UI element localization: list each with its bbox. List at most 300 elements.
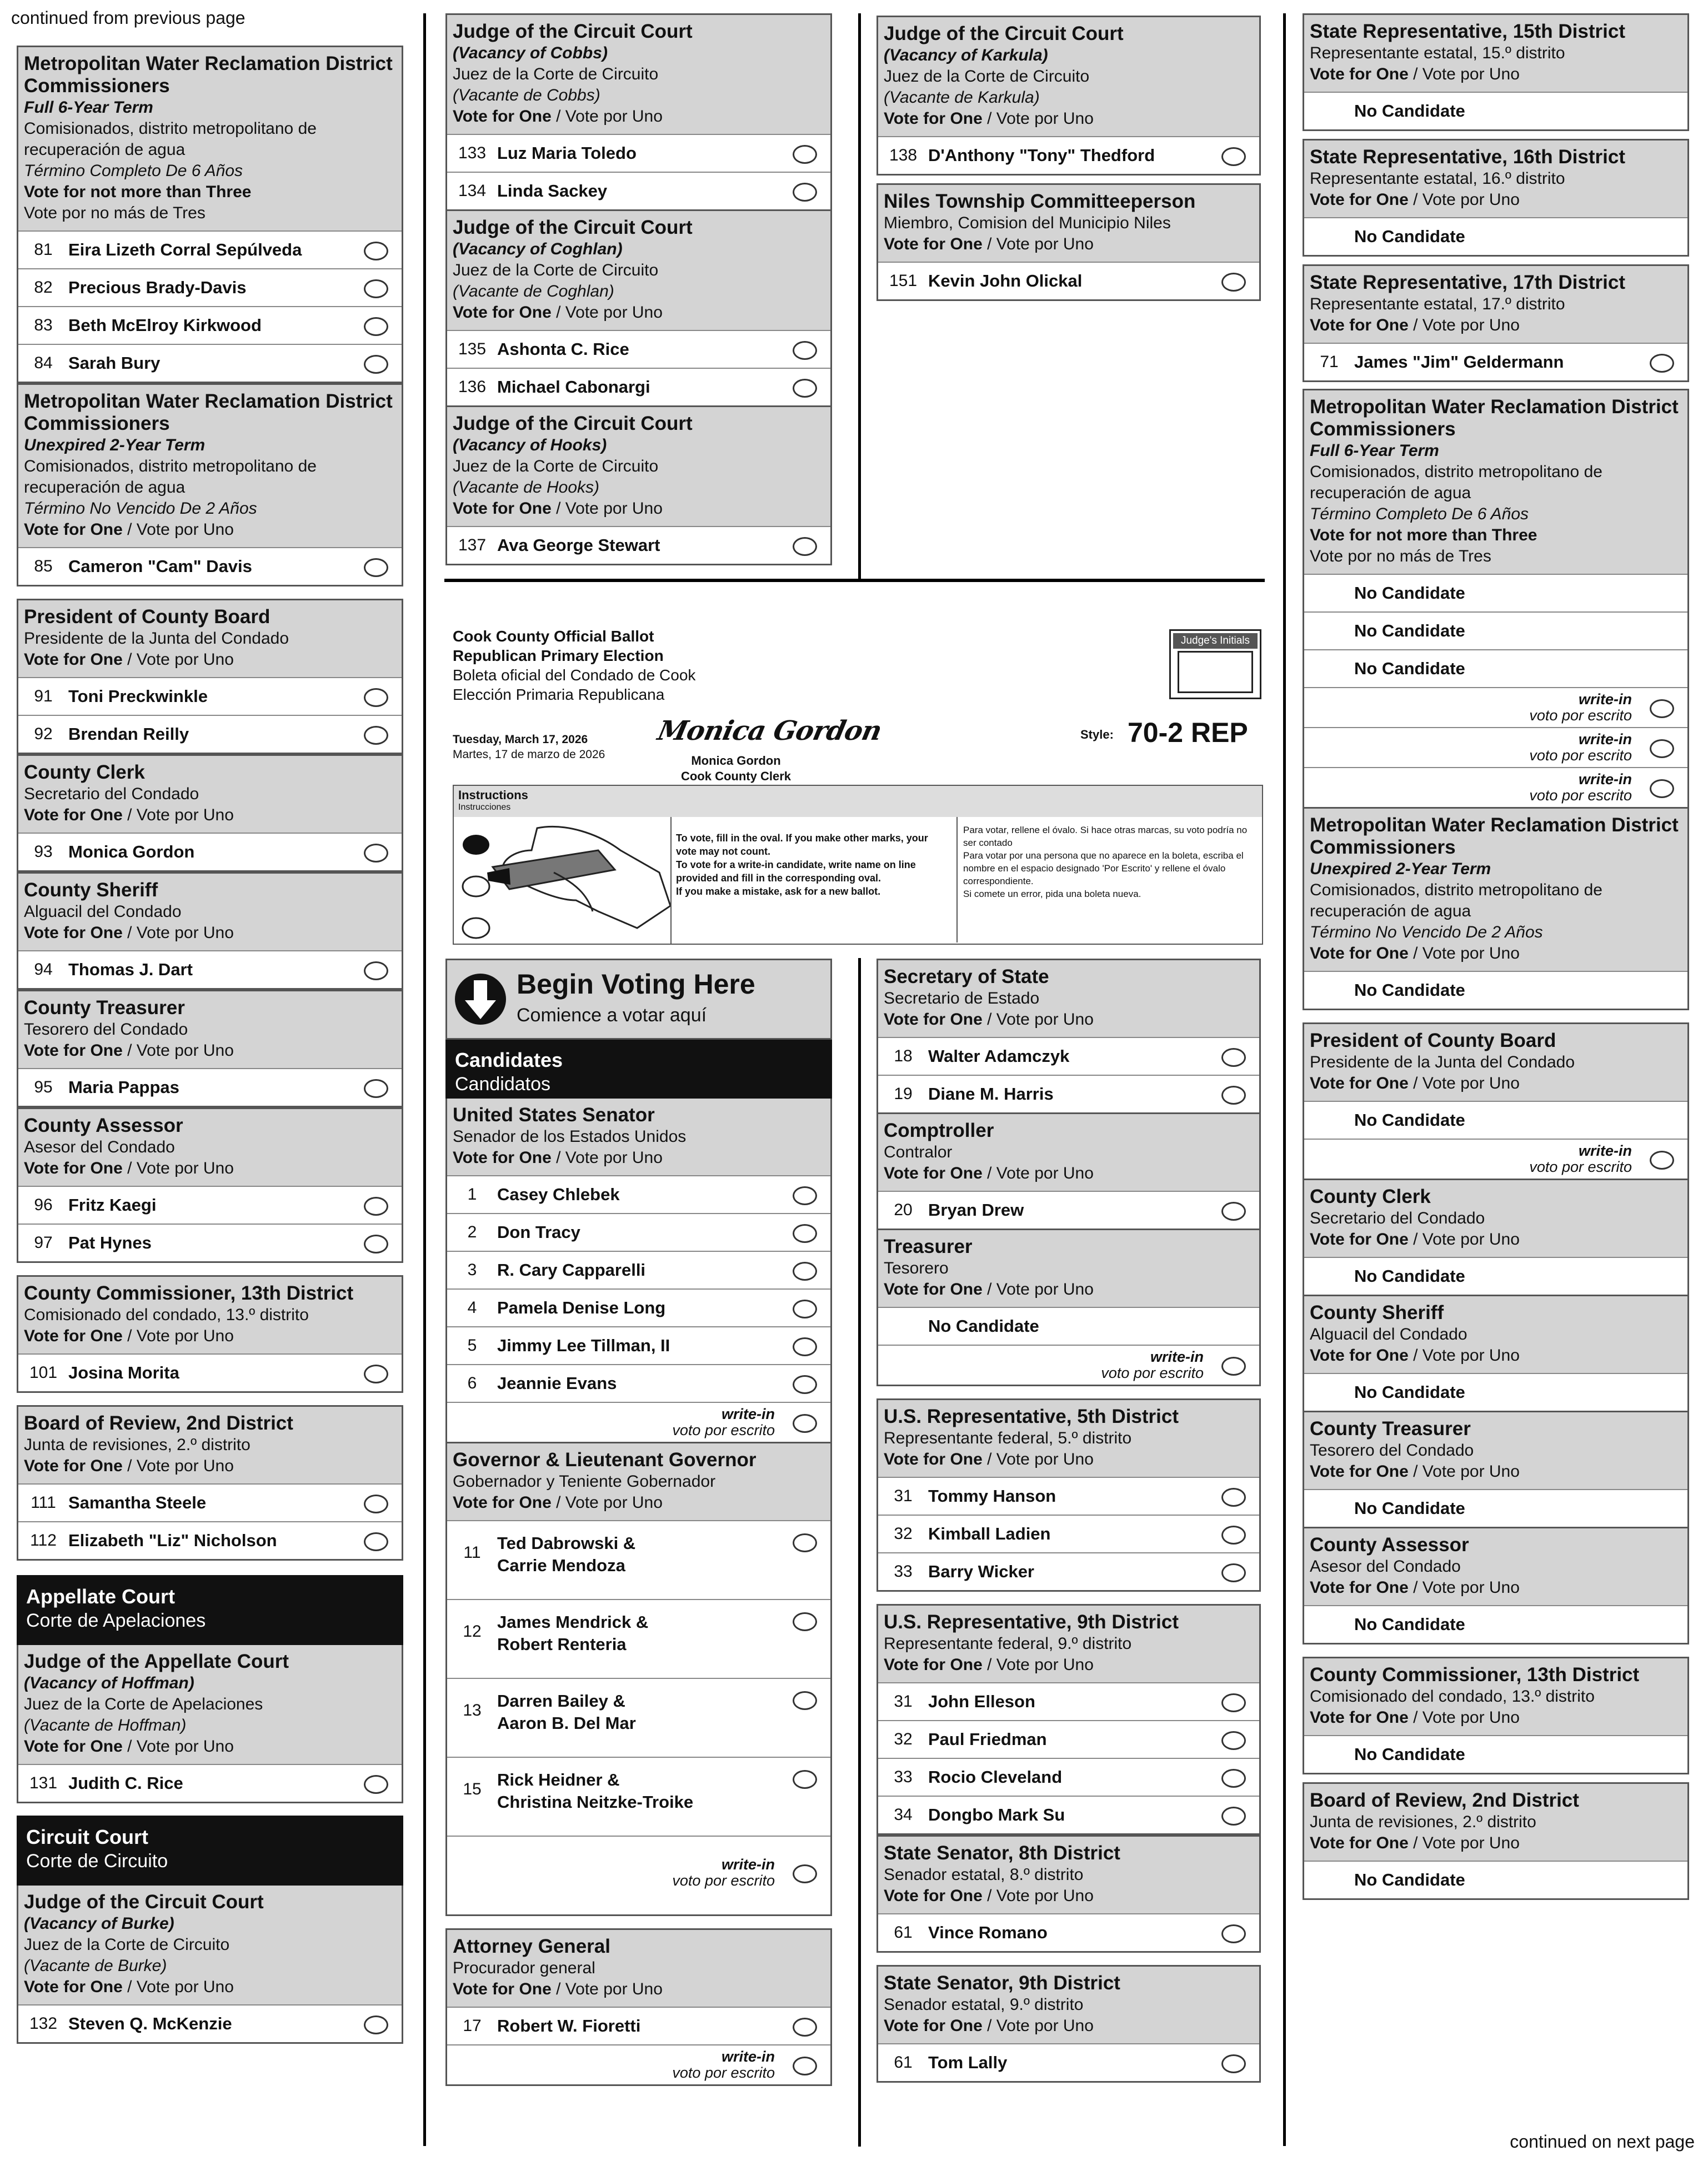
candidate-row[interactable]	[878, 2043, 1259, 2081]
race-title: Board of Review, 2nd District	[1310, 1789, 1579, 1811]
candidate-name: D'Anthony "Tony" Thedford	[928, 146, 1155, 165]
vote-oval[interactable]	[1650, 779, 1674, 798]
candidate-row[interactable]	[447, 1364, 830, 1402]
candidate-row[interactable]	[18, 677, 402, 715]
race-header	[447, 1930, 830, 2007]
write-in-row[interactable]	[1304, 687, 1687, 727]
ballot-header	[453, 626, 1264, 943]
vote-oval[interactable]	[793, 1691, 817, 1710]
race-subtitle: Representante federal, 5.º distrito	[884, 1429, 1132, 1447]
vote-oval[interactable]	[1221, 1048, 1246, 1067]
no-candidate-label: No Candidate	[1354, 1498, 1465, 1518]
vote-instruction: Vote for One / Vote por Uno	[1310, 1346, 1520, 1365]
race-title: County Commissioner, 13th District	[24, 1282, 354, 1304]
no-candidate-row	[1304, 1101, 1687, 1139]
vote-oval[interactable]	[793, 341, 817, 360]
race-subtitle: Senador estatal, 9.º distrito	[884, 1995, 1084, 2014]
race-header	[447, 15, 830, 134]
divider-right	[1283, 13, 1286, 2146]
race-title: President of County Board	[1310, 1030, 1556, 1051]
vote-oval[interactable]	[364, 242, 388, 260]
race-subtitle: Juez de la Corte de Circuito	[453, 65, 659, 83]
instructions-spanish: Para votar, rellene el óvalo. Si hace otras marcas, su voto podría no ser contado Para votar por una persona que no aparece en la boleta, escriba el nombre en el espacio designado 'Por Escrito' y rellene el óvalo correspondiente. Si comete un error, pida una boleta nueva.	[956, 817, 1256, 942]
candidate-name: Pamela Denise Long	[497, 1298, 666, 1317]
vote-instruction: Vote for One / Vote por Uno	[24, 924, 234, 942]
vote-oval[interactable]	[364, 2015, 388, 2034]
race-title: United States Senator	[453, 1104, 655, 1126]
race-circuit-judge-cobbs	[445, 13, 832, 211]
vote-oval[interactable]	[364, 961, 388, 980]
candidate-row[interactable]	[447, 1288, 830, 1326]
race-subtitle: Representante estatal, 17.º distrito	[1310, 295, 1565, 313]
no-candidate-label: No Candidate	[1354, 1615, 1465, 1634]
race-header	[878, 1114, 1259, 1191]
race-subtitle: Alguacil del Condado	[24, 902, 182, 921]
candidate-name: Precious Brady-Davis	[68, 278, 247, 297]
race-title: Metropolitan Water Reclamation District Commissioners	[1310, 814, 1679, 858]
vote-oval[interactable]	[793, 1612, 817, 1631]
candidate-row[interactable]	[447, 1175, 830, 1213]
candidate-name: Ted Dabrowski & Carrie Mendoza	[497, 1533, 636, 1575]
vote-oval[interactable]	[1221, 1769, 1246, 1788]
race-title: Comptroller	[884, 1120, 994, 1141]
race-header	[18, 1645, 402, 1764]
vote-oval[interactable]	[1221, 1488, 1246, 1507]
vote-instruction: Vote for One / Vote por Uno	[1310, 1578, 1520, 1597]
vote-oval[interactable]	[793, 1864, 817, 1883]
candidate-row[interactable]	[18, 547, 402, 585]
candidate-row[interactable]	[18, 1483, 402, 1521]
vote-oval[interactable]	[793, 1262, 817, 1281]
race-header	[447, 211, 830, 330]
race-vacancy: (Vacancy of Cobbs)	[453, 44, 608, 62]
race-header	[878, 1967, 1259, 2043]
candidate-name: Eira Lizeth Corral Sepúlveda	[68, 240, 302, 259]
race-subtitle: Comisionados, distrito metropolitano de recuperación de agua	[24, 457, 317, 497]
race-circuit-judge-karkula	[876, 16, 1261, 176]
candidate-row[interactable]	[18, 268, 402, 306]
race-header	[1304, 1528, 1687, 1605]
candidate-row[interactable]	[447, 526, 830, 564]
candidate-name: James Mendrick & Robert Renteria	[497, 1612, 649, 1654]
race-header	[447, 1443, 830, 1520]
no-candidate-label: No Candidate	[1354, 621, 1465, 640]
judges-initials-box[interactable]	[1169, 629, 1261, 699]
write-in-label: write-in voto por escrito	[1529, 771, 1632, 804]
race-title: Judge of the Circuit Court	[453, 413, 693, 434]
candidate-name: Pat Hynes	[68, 1233, 152, 1252]
race-subtitle: Junta de revisiones, 2.º distrito	[1310, 1813, 1536, 1831]
vote-oval[interactable]	[793, 1300, 817, 1318]
write-in-row[interactable]	[447, 1402, 830, 1442]
race-header	[1304, 1180, 1687, 1257]
race-vacancy: (Vacancy of Karkula)	[884, 46, 1048, 64]
style-label: Style:	[1080, 728, 1114, 741]
vote-oval[interactable]	[1221, 1924, 1246, 1943]
race-subtitle: Tesorero	[884, 1259, 949, 1277]
vote-instruction: Vote for One / Vote por Uno	[453, 303, 663, 322]
candidate-number: 93	[34, 843, 53, 861]
race-title: County Assessor	[1310, 1534, 1469, 1556]
vote-oval[interactable]	[364, 317, 388, 336]
vote-oval[interactable]	[1650, 354, 1674, 373]
candidate-row[interactable]	[1304, 343, 1687, 380]
vote-oval[interactable]	[1221, 1357, 1246, 1376]
vote-instruction: Vote for One / Vote por Uno	[884, 109, 1094, 128]
vote-oval[interactable]	[364, 1235, 388, 1254]
candidate-row[interactable]	[878, 1720, 1259, 1758]
race-us-rep-9th	[876, 1604, 1261, 1835]
race-state-rep-17th	[1303, 264, 1689, 382]
vote-oval[interactable]	[793, 379, 817, 398]
vote-oval[interactable]	[364, 279, 388, 298]
race-term: Unexpired 2-Year Term	[1310, 860, 1491, 878]
race-header	[1304, 1024, 1687, 1101]
race-subtitle: Gobernador y Teniente Gobernador	[453, 1472, 716, 1491]
race-title: County Assessor	[24, 1115, 183, 1136]
candidate-row[interactable]	[18, 1186, 402, 1224]
race-subtitle: Senador estatal, 8.º distrito	[884, 1866, 1084, 1884]
race-subtitle: Representante federal, 9.º distrito	[884, 1634, 1132, 1653]
race-state-rep-16th	[1303, 139, 1689, 257]
no-candidate-row	[1304, 1735, 1687, 1773]
no-candidate-label: No Candidate	[1354, 659, 1465, 678]
candidate-row[interactable]	[447, 172, 830, 209]
candidate-number: 82	[34, 278, 53, 297]
race-subtitle: Asesor del Condado	[24, 1138, 175, 1156]
race-header	[1304, 809, 1687, 971]
candidate-name: Ashonta C. Rice	[497, 339, 629, 359]
candidate-number: 151	[889, 272, 918, 290]
no-candidate-label: No Candidate	[928, 1316, 1039, 1336]
candidate-row[interactable]	[18, 344, 402, 382]
candidate-row[interactable]	[447, 1757, 830, 1836]
race-niles-committeeperson	[876, 183, 1261, 301]
candidate-row[interactable]	[447, 368, 830, 405]
candidate-name: Tommy Hanson	[928, 1486, 1056, 1506]
vote-instruction: Vote for One / Vote por Uno	[24, 520, 234, 539]
candidate-row[interactable]	[878, 1796, 1259, 1833]
race-header	[1304, 266, 1687, 343]
race-subtitle: Comisionados, distrito metropolitano de recuperación de agua	[1310, 463, 1602, 502]
write-in-label: write-in voto por escrito	[1529, 1142, 1632, 1175]
write-in-label: write-in voto por escrito	[1529, 691, 1632, 724]
vote-oval[interactable]	[1221, 1563, 1246, 1582]
vote-oval[interactable]	[364, 844, 388, 863]
race-circuit-judge-coghlan	[445, 211, 832, 407]
candidate-name: John Elleson	[928, 1692, 1035, 1711]
candidate-name: Jeannie Evans	[497, 1373, 617, 1393]
candidate-row[interactable]	[447, 1326, 830, 1364]
vote-instruction: Vote for One / Vote por Uno	[453, 1980, 663, 1998]
race-subtitle: Procurador general	[453, 1959, 595, 1977]
candidate-name: Barry Wicker	[928, 1562, 1034, 1581]
section-appellate-court	[17, 1575, 403, 1645]
candidate-number: 97	[34, 1234, 53, 1252]
write-in-row[interactable]	[447, 2044, 830, 2084]
vote-instruction: Vote for One / Vote por Uno	[453, 107, 663, 126]
vote-oval[interactable]	[793, 2018, 817, 2037]
column-2-top	[445, 13, 832, 578]
race-us-rep-5th	[876, 1398, 1261, 1592]
no-candidate-label: No Candidate	[1354, 1744, 1465, 1764]
race-subtitle: Comisionados, distrito metropolitano de recuperación de agua	[24, 119, 317, 159]
write-in-label: write-in voto por escrito	[672, 1406, 775, 1438]
race-subtitle: Juez de la Corte de Circuito	[453, 261, 659, 279]
race-term-es: Término No Vencido De 2 Años	[1310, 923, 1543, 941]
no-candidate-row	[1304, 574, 1687, 611]
candidate-row[interactable]	[18, 1224, 402, 1261]
candidate-number: 12	[463, 1622, 482, 1641]
candidate-name: Dongbo Mark Su	[928, 1805, 1065, 1824]
write-in-label: write-in voto por escrito	[672, 2048, 775, 2081]
race-header	[878, 1230, 1259, 1307]
candidate-number: 112	[30, 1531, 57, 1550]
candidate-row[interactable]	[878, 1515, 1259, 1552]
vote-oval[interactable]	[1221, 1693, 1246, 1712]
race-title: Metropolitan Water Reclamation District Commissioners	[24, 390, 393, 434]
race-title: State Representative, 15th District	[1310, 21, 1625, 42]
candidate-number: 32	[894, 1730, 913, 1748]
candidate-number: 17	[463, 2017, 482, 2035]
vote-oval[interactable]	[1221, 1526, 1246, 1545]
section-candidates	[445, 1040, 832, 1099]
section-title: Appellate Court	[26, 1585, 176, 1608]
vote-oval[interactable]	[364, 1495, 388, 1513]
vote-instruction: Vote for One / Vote por Uno	[1310, 1462, 1520, 1481]
vote-oval[interactable]	[1221, 1807, 1246, 1826]
vote-oval[interactable]	[1650, 699, 1674, 718]
candidate-number: 34	[894, 1806, 913, 1824]
race-vacancy: (Vacancy of Burke)	[24, 1914, 174, 1933]
race-state-rep-15th	[1303, 13, 1689, 131]
vote-oval[interactable]	[1221, 2054, 1246, 2073]
vote-instruction: Vote for One / Vote por Uno	[1310, 1074, 1520, 1092]
vote-oval[interactable]	[1221, 273, 1246, 292]
no-candidate-row	[1304, 1605, 1687, 1643]
write-in-label: write-in voto por escrito	[1101, 1348, 1204, 1381]
candidate-name: Linda Sackey	[497, 181, 608, 200]
race-title: President of County Board	[24, 606, 271, 628]
candidate-number: 85	[34, 557, 53, 575]
judges-initials-field[interactable]	[1178, 651, 1253, 693]
race-vacancy: (Vacancy of Hoffman)	[24, 1674, 194, 1692]
candidate-row[interactable]	[878, 1191, 1259, 1229]
race-title: County Sheriff	[1310, 1302, 1444, 1323]
race-president-county-board	[17, 599, 403, 754]
write-in-row[interactable]	[1304, 727, 1687, 767]
candidate-row[interactable]	[18, 2004, 402, 2042]
continued-from-note: continued from previous page	[11, 8, 246, 28]
vote-instruction: Vote for One / Vote por Uno	[453, 1493, 663, 1512]
vote-instruction: Vote for One / Vote por Uno	[453, 499, 663, 518]
race-title: Judge of the Circuit Court	[24, 1891, 264, 1913]
race-county-treasurer	[17, 990, 403, 1107]
candidate-row[interactable]	[447, 1678, 830, 1757]
section-title: Candidates	[455, 1049, 563, 1071]
vote-oval[interactable]	[793, 1414, 817, 1433]
instructions-english: To vote, fill in the oval. If you make other marks, your vote may not count. To vote for a write-in candidate, write name on line provided and fill in the corresponding oval. If you make a mistake, ask for a new ballot.	[676, 833, 928, 897]
candidate-name: Cameron "Cam" Davis	[68, 556, 252, 576]
race-treasurer	[876, 1230, 1261, 1386]
vote-oval[interactable]	[1221, 1086, 1246, 1105]
vote-oval[interactable]	[364, 558, 388, 577]
candidate-row[interactable]	[447, 1520, 830, 1599]
candidate-row[interactable]	[878, 136, 1259, 174]
candidate-number: 6	[467, 1374, 477, 1392]
candidate-row[interactable]	[878, 1037, 1259, 1075]
vote-instruction: Vote for One / Vote por Uno	[884, 1164, 1094, 1182]
vote-instruction: Vote for One / Vote por Uno	[1310, 65, 1520, 83]
race-subtitle: Presidente de la Junta del Condado	[24, 629, 289, 648]
candidate-number: 32	[894, 1525, 913, 1543]
vote-oval[interactable]	[793, 145, 817, 164]
candidate-name: Casey Chlebek	[497, 1185, 620, 1204]
candidate-row[interactable]	[878, 1552, 1259, 1590]
vote-oval[interactable]	[1221, 147, 1246, 166]
vote-oval[interactable]	[364, 1197, 388, 1216]
vote-oval[interactable]	[364, 1365, 388, 1383]
candidate-row[interactable]	[18, 715, 402, 753]
race-header	[18, 1886, 402, 2004]
no-candidate-row	[1304, 971, 1687, 1009]
no-candidate-row	[1304, 217, 1687, 255]
race-header	[18, 1109, 402, 1186]
candidate-name: Brendan Reilly	[68, 724, 189, 744]
vote-oval[interactable]	[1650, 739, 1674, 758]
candidate-row[interactable]	[447, 2007, 830, 2044]
race-title: County Commissioner, 13th District	[1310, 1664, 1640, 1686]
candidate-row[interactable]	[18, 1764, 402, 1802]
race-term-es: Término Completo De 6 Años	[24, 162, 243, 180]
race-title: Board of Review, 2nd District	[24, 1412, 293, 1434]
race-subtitle: Contralor	[884, 1143, 953, 1161]
race-subtitle: Comisionado del condado, 13.º distrito	[24, 1306, 309, 1324]
race-county-commissioner-2	[1303, 1657, 1689, 1774]
race-vacancy: (Vacancy of Coghlan)	[453, 240, 623, 258]
candidate-row[interactable]	[18, 306, 402, 344]
race-term: Full 6-Year Term	[1310, 442, 1439, 460]
race-county-commissioner	[17, 1275, 403, 1393]
race-vacancy: (Vacancy of Hooks)	[453, 436, 607, 454]
vote-oval[interactable]	[364, 688, 388, 707]
write-in-row[interactable]	[1304, 767, 1687, 807]
vote-oval[interactable]	[793, 1224, 817, 1243]
candidate-name: Elizabeth "Liz" Nicholson	[68, 1531, 277, 1550]
vote-oval[interactable]	[1221, 1202, 1246, 1221]
race-subtitle: Secretario del Condado	[1310, 1209, 1485, 1227]
vote-oval[interactable]	[793, 183, 817, 202]
ballot-title-block	[453, 626, 695, 704]
vote-oval[interactable]	[1221, 1731, 1246, 1750]
race-attorney-general	[445, 1928, 832, 2086]
candidate-row[interactable]	[447, 1599, 830, 1678]
candidate-name: Toni Preckwinkle	[68, 686, 208, 706]
vote-instruction: Vote for One / Vote por Uno	[1310, 1230, 1520, 1249]
candidate-row[interactable]	[878, 1758, 1259, 1796]
race-header	[1304, 1296, 1687, 1373]
vote-oval[interactable]	[793, 1186, 817, 1205]
write-in-row[interactable]	[447, 1836, 830, 1914]
vote-oval[interactable]	[364, 1079, 388, 1098]
vote-oval[interactable]	[364, 355, 388, 374]
candidate-number: 3	[467, 1261, 477, 1279]
candidate-name: Sarah Bury	[68, 353, 161, 373]
candidate-row[interactable]	[18, 833, 402, 870]
write-in-row[interactable]	[1304, 1139, 1687, 1179]
section-circuit-court	[17, 1816, 403, 1886]
race-title: Judge of the Circuit Court	[884, 23, 1124, 44]
candidate-number: 61	[894, 1923, 913, 1942]
candidate-number: 135	[458, 340, 487, 358]
candidate-row[interactable]	[878, 1682, 1259, 1720]
candidate-name: R. Cary Capparelli	[497, 1260, 646, 1280]
candidate-row[interactable]	[18, 950, 402, 988]
candidate-row[interactable]	[18, 230, 402, 268]
candidate-name: Robert W. Fioretti	[497, 2016, 641, 2035]
candidate-number: 83	[34, 316, 53, 334]
vote-oval[interactable]	[793, 1337, 817, 1356]
candidate-row[interactable]	[878, 1913, 1259, 1951]
vote-oval[interactable]	[793, 1770, 817, 1789]
vote-oval[interactable]	[793, 1375, 817, 1394]
vote-instruction: Vote for One / Vote por Uno	[884, 1887, 1094, 1905]
no-candidate-label: No Candidate	[1354, 980, 1465, 1000]
candidate-row[interactable]	[18, 1068, 402, 1106]
vote-oval[interactable]	[793, 537, 817, 556]
candidate-number: 11	[463, 1543, 481, 1562]
vote-oval[interactable]	[364, 726, 388, 745]
candidate-row[interactable]	[447, 134, 830, 172]
candidate-number: 91	[34, 687, 53, 705]
vote-instruction: Vote for One / Vote por Uno	[24, 1737, 234, 1756]
vote-oval[interactable]	[793, 1533, 817, 1552]
vote-instruction: Vote for One / Vote por Uno	[884, 235, 1094, 253]
candidate-row[interactable]	[18, 1353, 402, 1391]
vote-oval[interactable]	[364, 1775, 388, 1794]
race-title: Judge of the Circuit Court	[453, 21, 693, 42]
candidate-row[interactable]	[447, 1213, 830, 1251]
race-title: County Sheriff	[24, 879, 158, 901]
candidate-row[interactable]	[878, 1477, 1259, 1515]
race-header	[18, 600, 402, 677]
write-in-label: write-in voto por escrito	[672, 1856, 775, 1889]
race-term: Full 6-Year Term	[24, 98, 153, 117]
candidate-name: Jimmy Lee Tillman, II	[497, 1336, 670, 1355]
candidate-row[interactable]	[447, 330, 830, 368]
candidate-number: 94	[34, 960, 53, 979]
race-header	[18, 1277, 402, 1353]
vote-oval[interactable]	[364, 1532, 388, 1551]
race-county-sheriff	[17, 872, 403, 990]
vote-oval[interactable]	[1650, 1151, 1674, 1170]
candidate-row[interactable]	[447, 1251, 830, 1288]
write-in-row[interactable]	[878, 1345, 1259, 1385]
candidate-name: Kevin John Olickal	[928, 271, 1083, 290]
candidate-number: 111	[31, 1493, 56, 1512]
race-term-es: Término Completo De 6 Años	[1310, 505, 1529, 523]
race-title: State Senator, 9th District	[884, 1972, 1120, 1994]
candidate-name: Tom Lally	[928, 2053, 1008, 2072]
race-header	[1304, 141, 1687, 217]
candidate-name: Thomas J. Dart	[68, 960, 193, 979]
candidate-row[interactable]	[878, 262, 1259, 299]
vote-oval[interactable]	[793, 2057, 817, 2075]
vote-instruction: Vote for One / Vote por Uno	[884, 2017, 1094, 2035]
candidate-row[interactable]	[18, 1521, 402, 1559]
vote-instruction: Vote for One / Vote por Uno	[1310, 1708, 1520, 1727]
candidate-row[interactable]	[878, 1075, 1259, 1112]
